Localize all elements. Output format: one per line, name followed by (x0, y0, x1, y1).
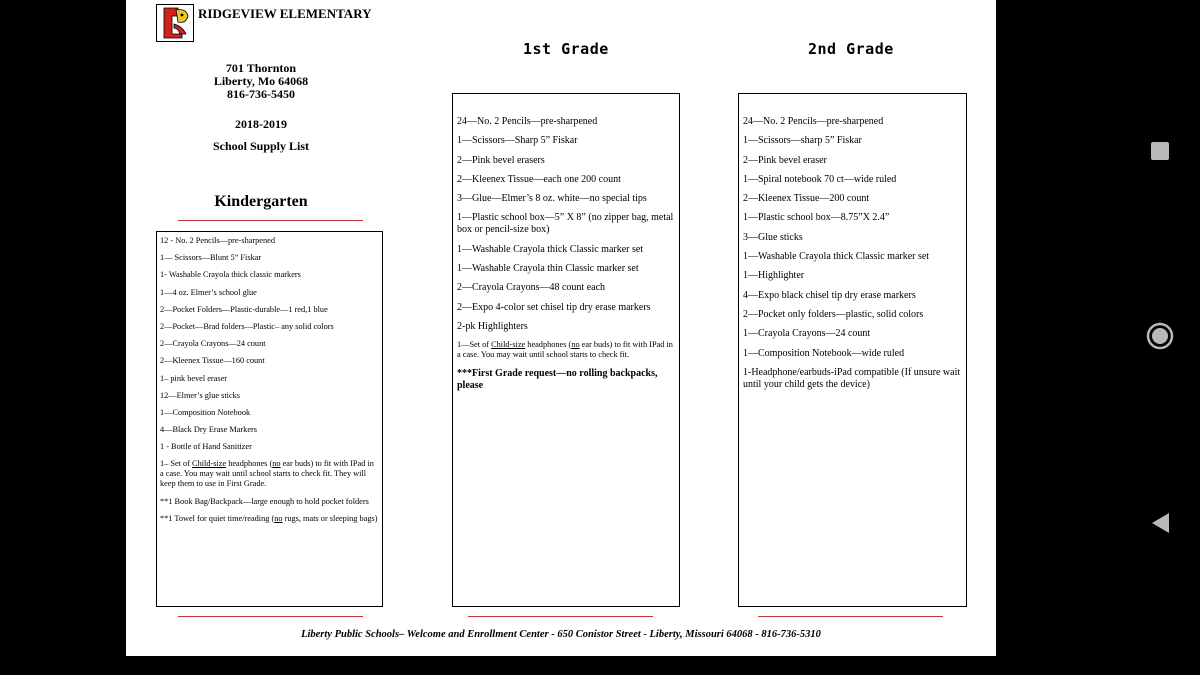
grade1-bottom-rule (468, 616, 653, 617)
kindergarten-title: Kindergarten (214, 193, 308, 210)
towel-item (160, 514, 379, 524)
school-name: RIDGEVIEW ELEMENTARY (198, 6, 372, 21)
list-item: 1—Spiral notebook 70 ct—wide ruled (743, 173, 897, 185)
list-item: 1—Composition Notebook (160, 407, 251, 417)
headphones-text-no: no (272, 459, 281, 469)
list-item: 1—Plastic school box—5” X 8” (no zipper bag, metal box or pencil-size box) (457, 212, 674, 236)
grade1-list-box (452, 93, 680, 607)
list-item: 2—Pocket Folders—Plastic-durable—1 red,1 blue (160, 304, 328, 314)
list-item: 1 - Bottle of Hand Sanitizer (160, 442, 252, 452)
headphones-item (160, 459, 379, 489)
address-street: 701 Thornton (225, 61, 297, 75)
list-item: 3—Glue sticks (743, 231, 803, 243)
headphones-text-child-size: Child-size (491, 340, 526, 350)
phone-number: 816-736-5450 (227, 87, 295, 101)
list-item: 2-pk Highlighters (457, 320, 528, 332)
list-item: 12 - No. 2 Pencils—pre-sharpened (160, 236, 275, 245)
headphones-text-post: ear buds) to fit with IPad in a case. You may wait until school starts to check fit. (457, 340, 673, 360)
list-item: 1—Washable Crayola thick Classic marker set (457, 243, 644, 255)
list-item: 2—Pocket only folders—plastic, solid colors (743, 308, 924, 320)
home-icon[interactable] (1146, 322, 1174, 350)
towel-text-pre: **1 Towel for quiet time/reading ( (160, 513, 275, 523)
back-icon[interactable] (1151, 512, 1171, 534)
list-item: 2—Kleenex Tissue—200 count (743, 193, 870, 205)
headphones-text-pre: 1– Set of (160, 459, 193, 469)
grade2-title: 2nd Grade (808, 40, 894, 58)
list-item: 1—Scissors—sharp 5” Fiskar (743, 135, 862, 147)
list-item: 2—Kleenex Tissue—each one 200 count (457, 173, 621, 185)
kindergarten-bottom-rule (178, 616, 363, 617)
list-item: 1—Washable Crayola thin Classic marker set (457, 263, 639, 275)
list-item: 2—Crayola Crayons—48 count each (457, 282, 606, 294)
grade2-bottom-rule (758, 616, 943, 617)
footer-address: Liberty Public Schools– Welcome and Enrollment Center - 650 Conistor Street - Liberty, Missouri 64068 - 816-736-5310 (301, 629, 821, 640)
list-item: 4—Expo black chisel tip dry erase markers (743, 289, 916, 301)
list-item: 2—Crayola Crayons—24 count (160, 339, 266, 349)
list-item: 1- Washable Crayola thick classic markers (160, 270, 301, 280)
list-item: 1—Crayola Crayons—24 count (743, 328, 871, 340)
list-item: 2—Pocket—Brad folders—Plastic– any solid colors (160, 321, 334, 331)
first-grade-request: ***First Grade request—no rolling backpacks, please (457, 367, 658, 391)
list-item: 2—Expo 4-color set chisel tip dry erase markers (457, 301, 651, 313)
headphones-item (457, 340, 676, 360)
list-item: 4—Black Dry Erase Markers (160, 425, 257, 435)
grade2-list-box (738, 93, 967, 607)
headphones-text-mid: headphones ( (226, 459, 273, 469)
list-title: School Supply List (212, 139, 310, 153)
headphones-text-pre: 1—Set of (457, 340, 492, 350)
list-item: 12—Elmer’s glue sticks (160, 390, 241, 400)
document-page (126, 0, 996, 656)
list-item: 1—4 oz. Elmer’s school glue (160, 287, 257, 297)
address-city: Liberty, Mo 64068 (213, 74, 309, 88)
list-item: 2—Pink bevel erasers (457, 154, 545, 166)
bag-item: **1 Book Bag/Backpack—large enough to hold pocket folders (160, 496, 369, 506)
list-item: 1—Scissors—Sharp 5” Fiskar (457, 135, 578, 147)
recents-icon[interactable] (1150, 141, 1170, 161)
list-item: 3—Glue—Elmer’s 8 oz. white—no special tips (457, 193, 647, 205)
list-item: 1—Plastic school box—8.75”X 2.4” (743, 212, 890, 224)
headphones-text-child-size: Child-size (192, 459, 227, 469)
kindergarten-rule (178, 220, 363, 221)
list-item: 1— Scissors—Blunt 5” Fiskar (160, 253, 262, 263)
towel-text-post: rugs, mats or sleeping bags) (282, 513, 378, 523)
kindergarten-list-box (156, 231, 383, 607)
headphones-text-mid: headphones ( (525, 340, 572, 350)
list-item: 1—Composition Notebook—wide ruled (743, 347, 905, 359)
towel-text-no: no (274, 513, 283, 523)
grade1-title: 1st Grade (523, 40, 609, 58)
list-item: 1– pink bevel eraser (160, 373, 228, 383)
list-item: 24—No. 2 Pencils—pre-sharpened (743, 116, 884, 127)
headphones-text-post: ear buds) to fit with IPad in a case. You may wait until school starts to check fit. They will keep them to use in First Grade. (160, 459, 374, 489)
list-item: 1-Headphone/earbuds-iPad compatible (If unsure wait until your child gets the device) (743, 366, 961, 390)
school-year: 2018-2019 (235, 117, 287, 131)
headphones-text-no: no (571, 340, 580, 350)
list-item: 2—Pink bevel eraser (743, 154, 827, 166)
list-item: 1—Washable Crayola thick Classic marker set (743, 251, 930, 263)
list-item: 2—Kleenex Tissue—160 count (160, 356, 265, 366)
school-logo-icon (156, 4, 194, 42)
list-item: 1—Highlighter (743, 270, 805, 282)
list-item: 24—No. 2 Pencils—pre-sharpened (457, 116, 598, 127)
